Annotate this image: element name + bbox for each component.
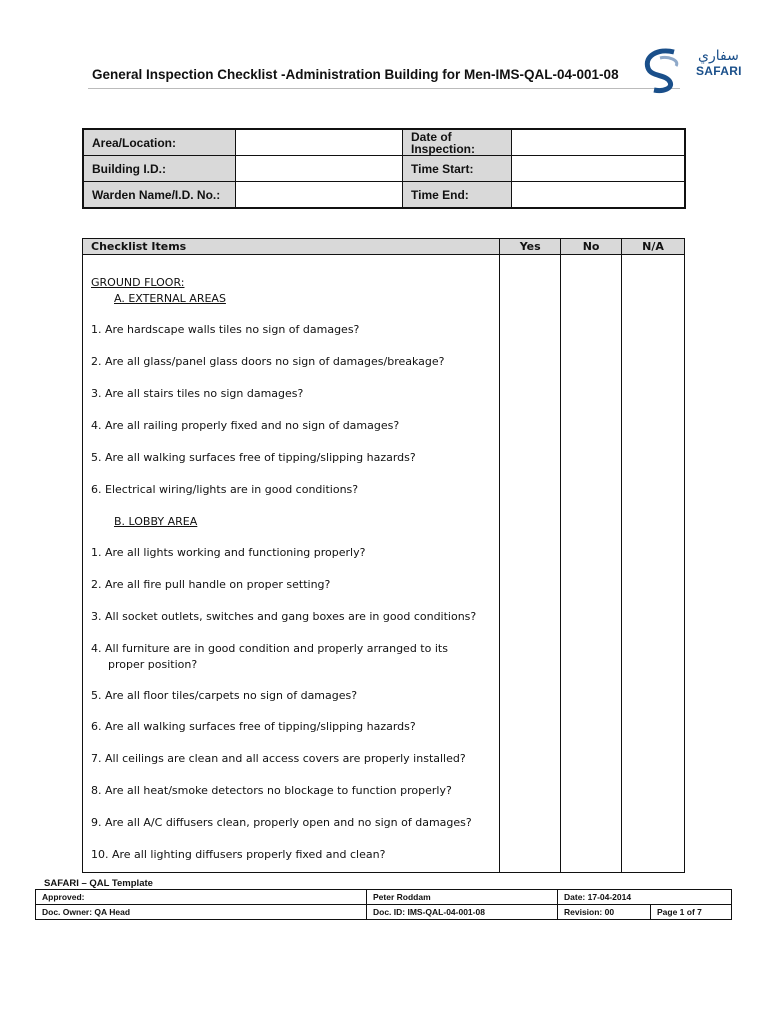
date-of-text: Date of: [411, 129, 452, 144]
checklist-table: [82, 238, 685, 873]
a-item: 5. Are all walking surfaces free of tipping/slipping hazards?: [91, 451, 416, 464]
approved-label: Approved:: [36, 890, 367, 905]
doc-id: Doc. ID: IMS-QAL-04-001-08: [367, 905, 558, 920]
page-number: Page 1 of 7: [651, 905, 732, 920]
yes-column[interactable]: [500, 255, 561, 873]
inspection-info-table: [82, 128, 686, 209]
b-item: 6. Are all walking surfaces free of tipping/slipping hazards?: [91, 720, 416, 733]
time-start-label: Time Start:: [403, 156, 512, 182]
logo-text: SAFARI: [696, 64, 742, 78]
warden-label: Warden Name/I.D. No.:: [83, 182, 236, 209]
header-na: N/A: [622, 239, 685, 255]
b-item: 5. Are all floor tiles/carpets no sign of damages?: [91, 689, 358, 702]
date-value: Date: 17-04-2014: [558, 890, 732, 905]
document-control-footer: [35, 889, 732, 920]
building-id-label: Building I.D.:: [83, 156, 236, 182]
a-item: 2. Are all glass/panel glass doors no sign of damages/breakage?: [91, 355, 445, 368]
ground-floor-heading: GROUND FLOOR:: [91, 276, 185, 289]
time-start-field[interactable]: [512, 156, 686, 182]
b-item: 4. All furniture are in good condition and properly arranged to its: [91, 642, 448, 655]
document-title: General Inspection Checklist -Administration Building for Men-IMS-QAL-04-001-08: [92, 67, 619, 82]
title-divider: [88, 88, 680, 89]
inspection-text: Inspection:: [411, 141, 476, 156]
b-item: 7. All ceilings are clean and all access covers are properly installed?: [91, 752, 466, 765]
a-item: 3. Are all stairs tiles no sign damages?: [91, 387, 304, 400]
b-item: 3. All socket outlets, switches and gang boxes are in good conditions?: [91, 610, 477, 623]
date-of-inspection-label: [403, 129, 512, 156]
b-item: 8. Are all heat/smoke detectors no blockage to function properly?: [91, 784, 452, 797]
a-item: 1. Are hardscape walls tiles no sign of damages?: [91, 323, 360, 336]
b-item-continued: proper position?: [108, 658, 198, 671]
header-yes: Yes: [500, 239, 561, 255]
time-end-label: Time End:: [403, 182, 512, 209]
b-item: 2. Are all fire pull handle on proper setting?: [91, 578, 331, 591]
logo-arabic-text: سفاري: [698, 48, 739, 64]
template-label: SAFARI – QAL Template: [44, 878, 153, 889]
section-a-heading: A. EXTERNAL AREAS: [114, 292, 226, 305]
section-b-heading: B. LOBBY AREA: [114, 515, 198, 528]
b-item: 10. Are all lighting diffusers properly fixed and clean?: [91, 848, 386, 861]
time-end-field[interactable]: [512, 182, 686, 209]
area-location-field[interactable]: [236, 129, 403, 156]
a-item: 4. Are all railing properly fixed and no sign of damages?: [91, 419, 400, 432]
revision: Revision: 00: [558, 905, 651, 920]
building-id-field[interactable]: [236, 156, 403, 182]
header-no: No: [561, 239, 622, 255]
area-location-label: Area/Location:: [83, 129, 236, 156]
header-checklist-items: Checklist Items: [83, 239, 500, 255]
b-item: 1. Are all lights working and functioning properly?: [91, 546, 366, 559]
na-column[interactable]: [622, 255, 685, 873]
a-item: 6. Electrical wiring/lights are in good conditions?: [91, 483, 359, 496]
date-of-inspection-field[interactable]: [512, 129, 686, 156]
doc-owner: Doc. Owner: QA Head: [36, 905, 367, 920]
approver-name: Peter Roddam: [367, 890, 558, 905]
checklist-items-column: [83, 255, 499, 872]
no-column[interactable]: [561, 255, 622, 873]
warden-field[interactable]: [236, 182, 403, 209]
b-item: 9. Are all A/C diffusers clean, properly open and no sign of damages?: [91, 816, 472, 829]
